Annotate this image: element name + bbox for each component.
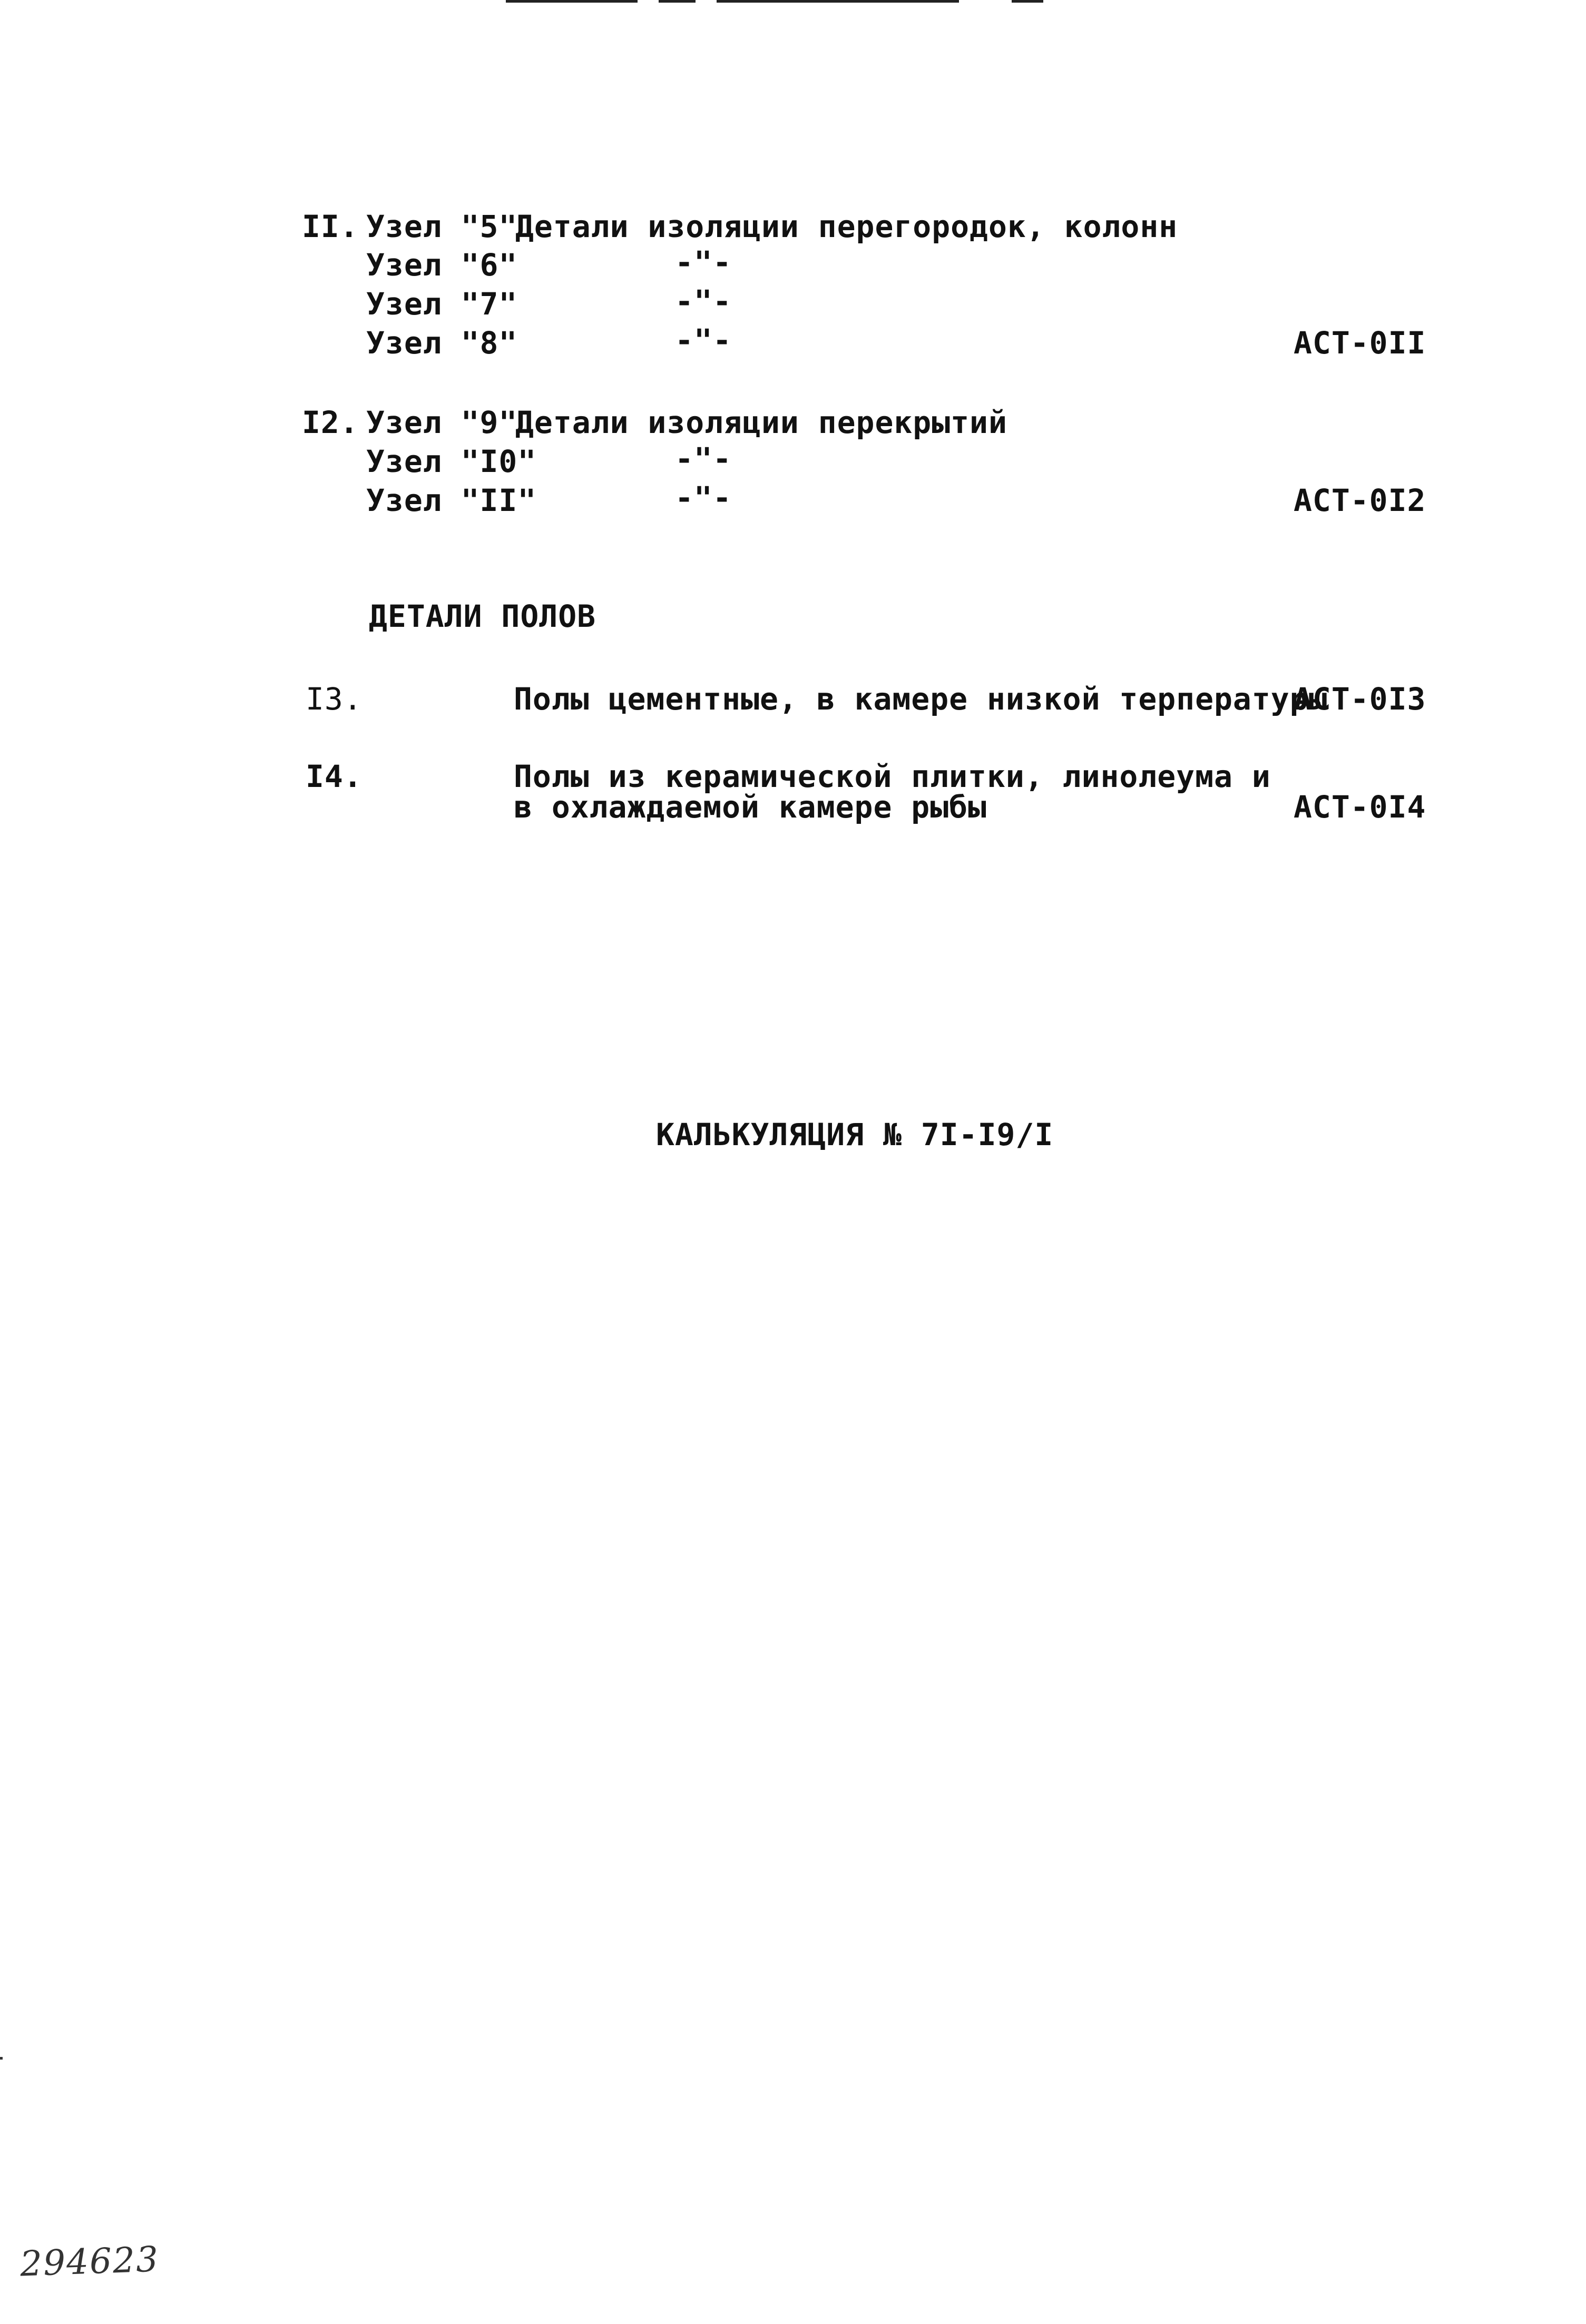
item-11-sub-6-ditto: -"- [675, 244, 732, 280]
item-12-sub-11-ditto: -"- [675, 480, 732, 516]
item-12-sub-11-label: Узел "II" [366, 482, 537, 518]
item-12-description: Детали изоляции перекрытий [515, 405, 1007, 440]
handwritten-number: 294623 [19, 2239, 160, 2284]
item-12-sub-10-label: Узел "I0" [366, 444, 537, 479]
item-14-number: I4. [306, 759, 363, 794]
calculation-number: КАЛЬКУЛЯЦИЯ № 7I-I9/I [656, 1117, 1054, 1153]
item-13-number: I3. [306, 681, 363, 717]
item-12-sub-10-ditto: -"- [675, 441, 732, 477]
item-14-description-line2: в охлаждаемой камере рыбы [514, 789, 987, 825]
item-11-description: Детали изоляции перегородок, колонн [515, 209, 1178, 244]
item-11-label: Узел "5" [366, 209, 518, 244]
floors-heading: ДЕТАЛИ ПОЛОВ [369, 598, 596, 634]
item-11-number: II. [302, 209, 359, 244]
item-11-sub-8-label: Узел "8" [366, 325, 518, 361]
item-11-sub-7-label: Узел "7" [366, 286, 518, 322]
item-13-description: Полы цементные, в камере низкой терпературы [514, 681, 1328, 717]
item-11-sub-6-label: Узел "6" [366, 247, 518, 283]
item-12-number: I2. [302, 405, 359, 440]
item-12-label: Узел "9" [366, 405, 518, 440]
item-11-sub-7-ditto: -"- [675, 283, 732, 319]
item-13-code: АСТ-0I3 [1294, 681, 1426, 717]
item-11-code: АСТ-0II [1294, 325, 1426, 361]
item-14-code: АСТ-0I4 [1294, 789, 1426, 825]
margin-mark [0, 2057, 3, 2060]
item-12-code: АСТ-0I2 [1294, 482, 1426, 518]
item-11-sub-8-ditto: -"- [675, 322, 732, 358]
item-14-description-line1: Полы из керамической плитки, линолеума и [514, 759, 1271, 794]
top-scan-marks [506, 0, 1043, 3]
